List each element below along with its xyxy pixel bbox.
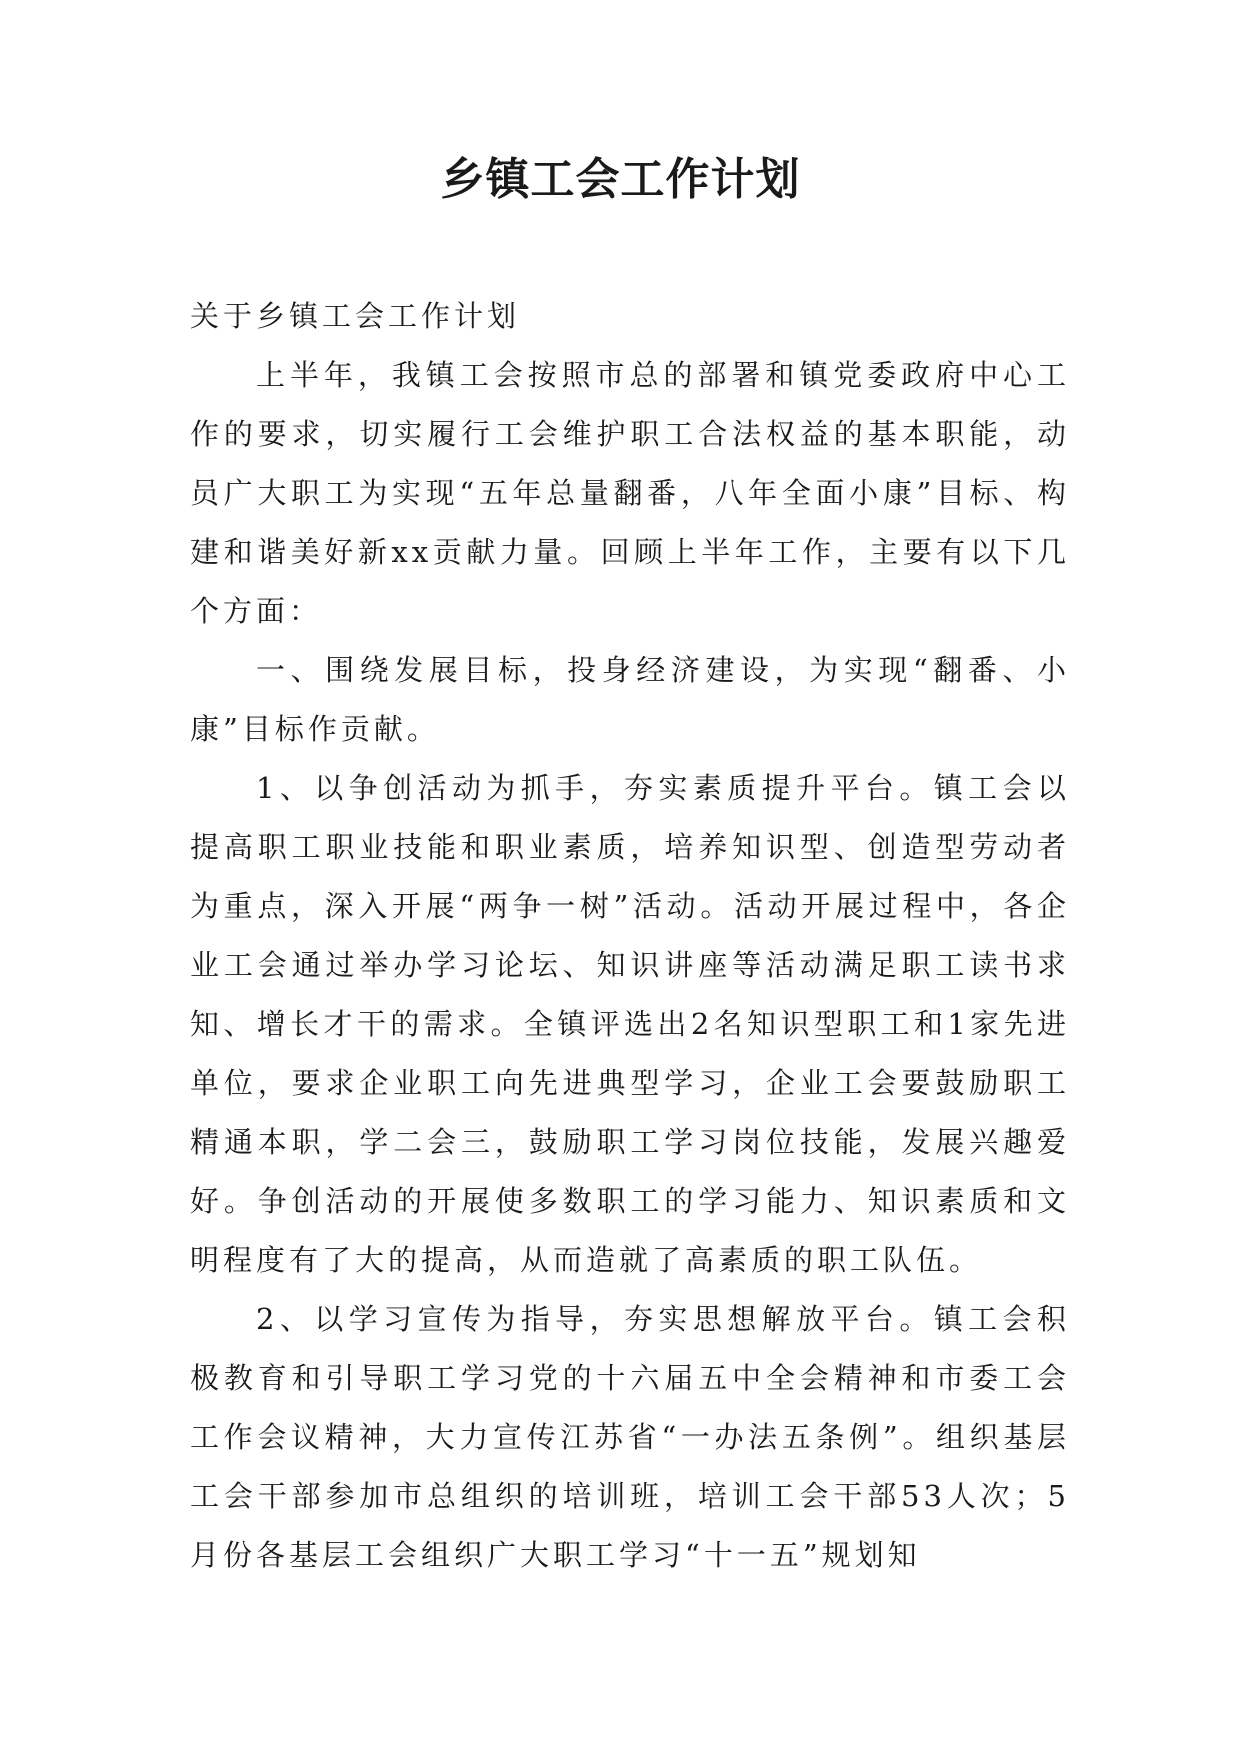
document-title: 乡镇工会工作计划: [440, 154, 801, 205]
document-body: [190, 287, 1070, 1585]
paragraph-intro: 上半年，我镇工会按照市总的部署和镇党委政府中心工作的要求，切实履行工会维护职工合法权益的基本职能，动员广大职工为实现“五年总量翻番，八年全面小康”目标、构建和谐美好新xx贡献力量。回顾上半年工作，主要有以下几个方面：: [190, 358, 1070, 628]
document-subtitle: 关于乡镇工会工作计划: [190, 299, 521, 333]
paragraph-section-1-heading: 一、围绕发展目标，投身经济建设，为实现“翻番、小康”目标作贡献。: [190, 653, 1070, 746]
paragraph-item-2: 2、以学习宣传为指导，夯实思想解放平台。镇工会积极教育和引导职工学习党的十六届五中全会精神和市委工会工作会议精神，大力宣传江苏省“一办法五条例”。组织基层工会干部参加市总组织的培训班，培训工会干部53人次；5月份各基层工会组织广大职工学习“十一五”规划知: [190, 1302, 1070, 1572]
paragraph-item-1: 1、以争创活动为抓手，夯实素质提升平台。镇工会以提高职工职业技能和职业素质，培养知识型、创造型劳动者为重点，深入开展“两争一树”活动。活动开展过程中，各企业工会通过举办学习论坛、知识讲座等活动满足职工读书求知、增长才干的需求。全镇评选出2名知识型职工和1家先进单位，要求企业职工向先进典型学习，企业工会要鼓励职工精通本职，学二会三，鼓励职工学习岗位技能，发展兴趣爱好。争创活动的开展使多数职工的学习能力、知识素质和文明程度有了大的提高，从而造就了高素质的职工队伍。: [190, 771, 1070, 1277]
